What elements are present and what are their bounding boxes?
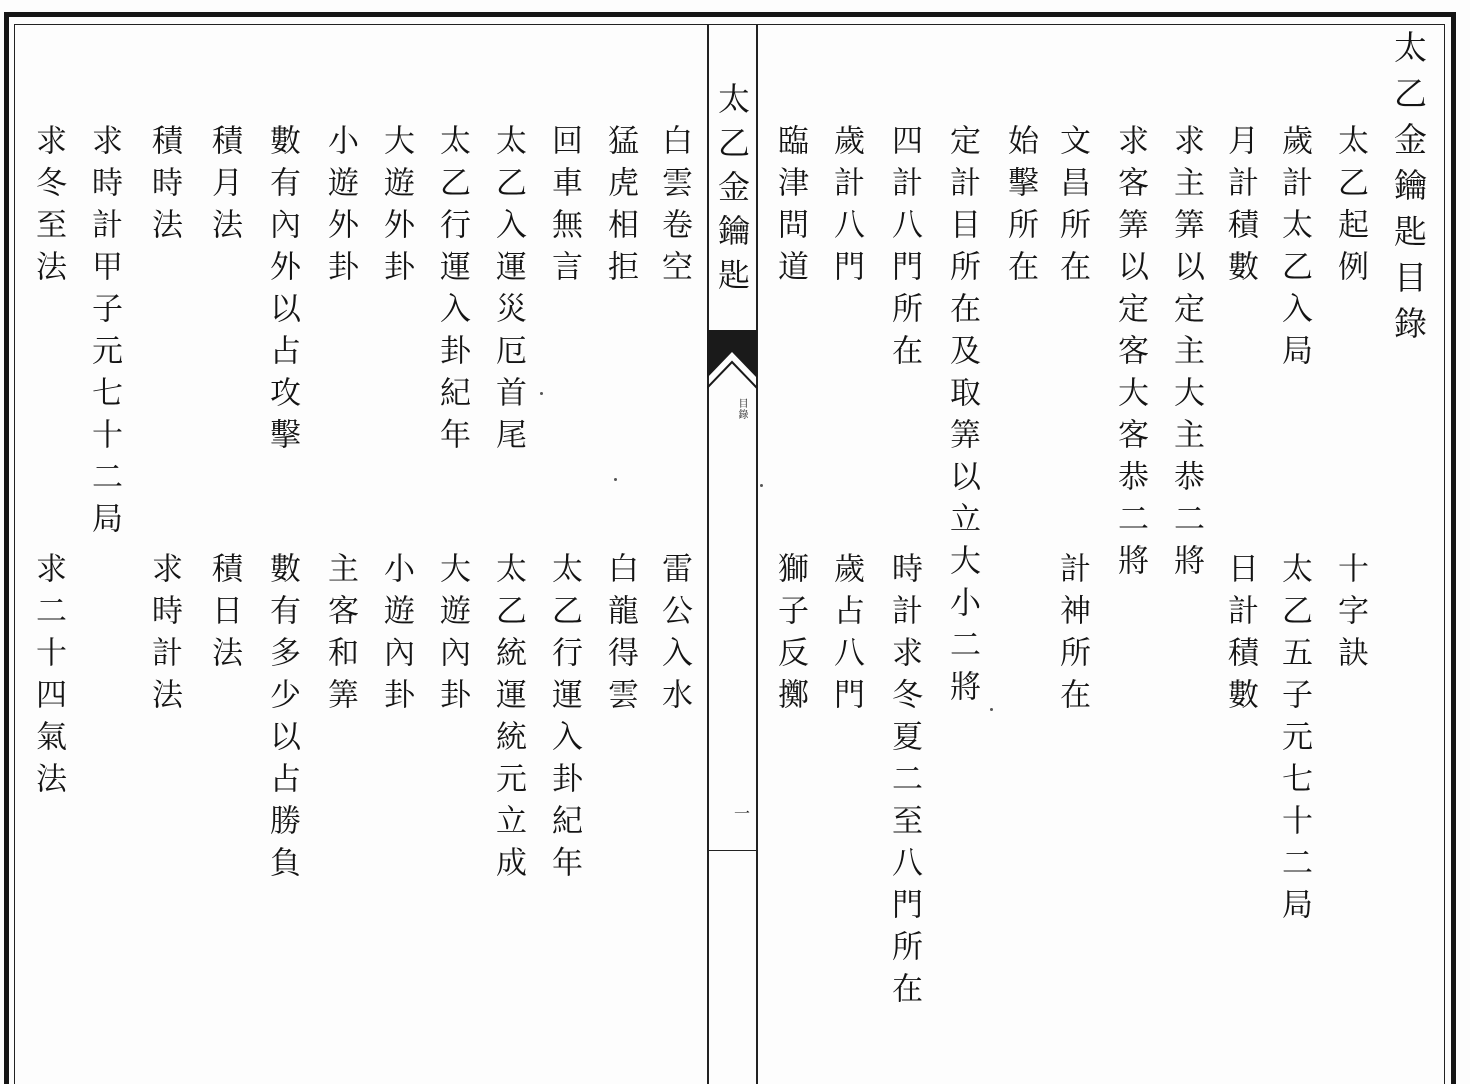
toc-entry: 猛虎相拒	[602, 124, 638, 292]
toc-entry: 日計積數	[1222, 552, 1258, 720]
spine-lower-rule	[707, 850, 757, 851]
toc-entry: 回車無言	[546, 124, 582, 292]
toc-entry: 求時計甲子元七十二局	[86, 124, 122, 544]
toc-entry: 四計八門所在	[886, 124, 922, 376]
toc-entry: 數有多少以占勝負	[264, 552, 300, 888]
table-of-contents-title: 太乙金鑰匙目錄	[1389, 30, 1428, 352]
spine-page-number: 一	[734, 804, 751, 823]
spine-section-label: 目錄	[736, 398, 747, 420]
toc-entry: 歲計太乙入局	[1276, 124, 1312, 376]
toc-entry: 歲占八門	[828, 552, 864, 720]
toc-entry: 白雲卷空	[656, 124, 692, 292]
toc-entry: 大遊外卦	[378, 124, 414, 292]
toc-entry: 求二十四氣法	[30, 552, 66, 804]
toc-entry: 求主筭以定主大主恭二將	[1168, 124, 1204, 586]
toc-entry: 求冬至法	[30, 124, 66, 292]
ink-speck	[990, 708, 993, 711]
toc-entry: 定計目所在及取筭以立大小二將	[944, 124, 980, 712]
toc-entry: 求客筭以定客大客恭二將	[1112, 124, 1148, 586]
spine-left-rule	[707, 24, 709, 1084]
toc-entry: 歲計八門	[828, 124, 864, 292]
toc-entry: 小遊內卦	[378, 552, 414, 720]
toc-entry: 計神所在	[1054, 552, 1090, 720]
toc-entry: 太乙起例	[1332, 124, 1368, 292]
toc-entry: 十字訣	[1332, 552, 1368, 678]
toc-entry: 始擊所在	[1002, 124, 1038, 292]
toc-entry: 積月法	[206, 124, 242, 250]
toc-entry: 文昌所在	[1054, 124, 1090, 292]
toc-entry: 大遊內卦	[434, 552, 470, 720]
spine-book-title: 太乙金鑰匙	[713, 82, 751, 302]
toc-entry: 月計積數	[1222, 124, 1258, 292]
toc-entry: 積日法	[206, 552, 242, 678]
ink-speck	[614, 478, 617, 481]
toc-entry: 白龍得雲	[602, 552, 638, 720]
ink-speck	[540, 392, 543, 395]
toc-entry: 太乙入運災厄首尾	[490, 124, 526, 460]
spine-right-rule	[756, 24, 758, 1084]
toc-entry: 求時計法	[146, 552, 182, 720]
toc-entry: 太乙行運入卦紀年	[546, 552, 582, 888]
toc-entry: 臨津問道	[772, 124, 808, 292]
toc-entry: 太乙行運入卦紀年	[434, 124, 470, 460]
toc-entry: 積時法	[146, 124, 182, 250]
fish-tail-mark	[707, 330, 757, 400]
toc-entry: 太乙統運統元立成	[490, 552, 526, 888]
toc-entry: 時計求冬夏二至八門所在	[886, 552, 922, 1014]
toc-entry: 小遊外卦	[322, 124, 358, 292]
toc-entry: 獅子反擲	[772, 552, 808, 720]
toc-entry: 雷公入水	[656, 552, 692, 720]
toc-entry: 數有內外以占攻擊	[264, 124, 300, 460]
ink-speck	[760, 484, 763, 487]
toc-entry: 太乙五子元七十二局	[1276, 552, 1312, 930]
toc-entry: 主客和筭	[322, 552, 358, 720]
